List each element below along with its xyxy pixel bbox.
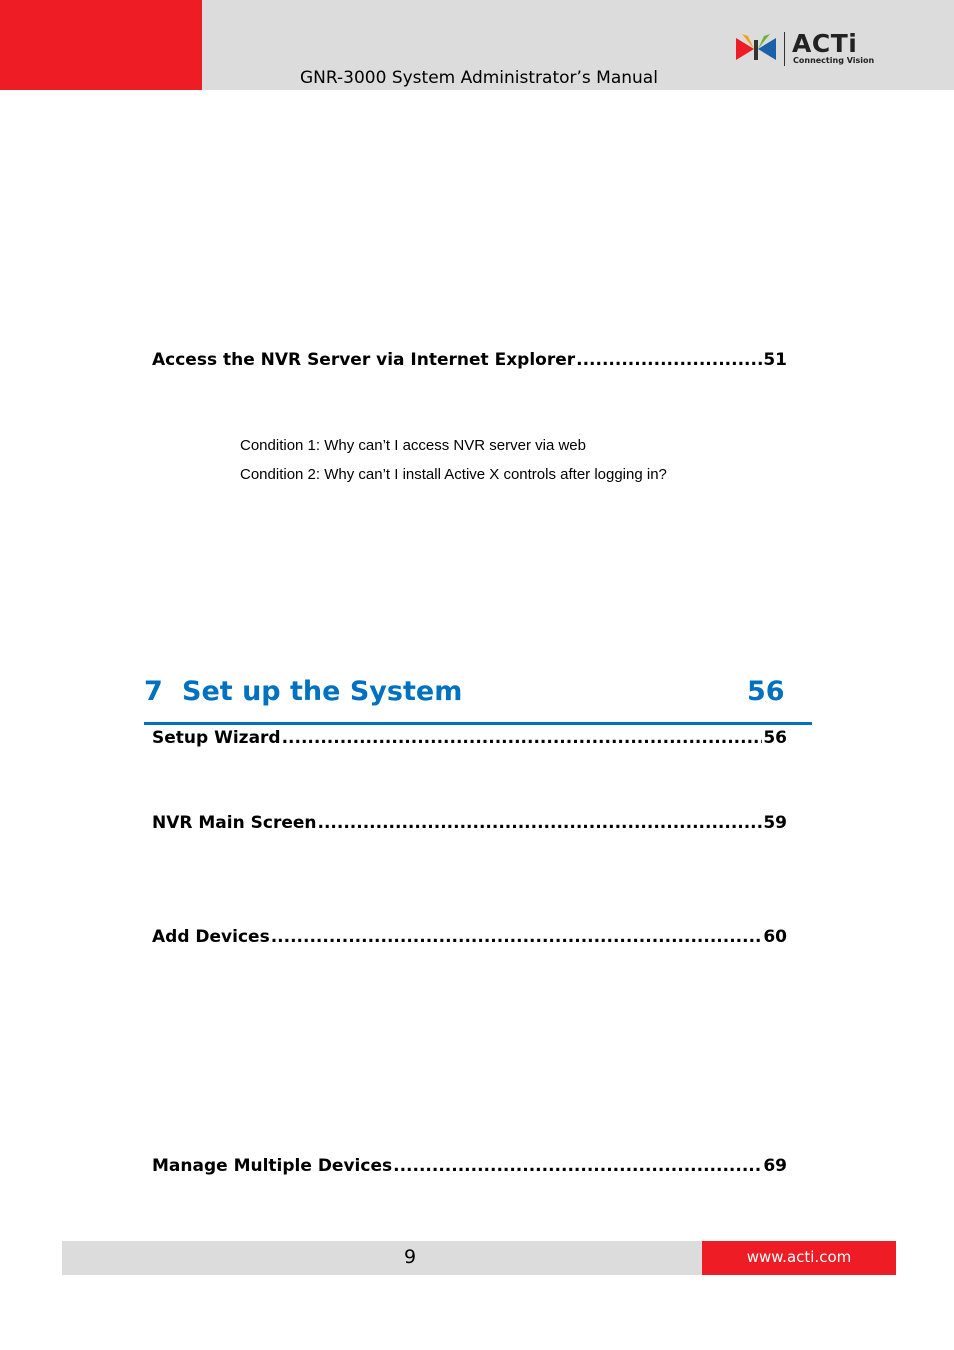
toc-condition-1[interactable]: Condition 1: Why can’t I access NVR server via web [240, 437, 586, 454]
toc-entry-page: 56 [763, 728, 787, 748]
toc-entry-label: Setup Wizard [152, 728, 281, 748]
page-number: 9 [403, 1246, 417, 1268]
toc-entry-page: 51 [763, 350, 787, 370]
logo-separator [784, 32, 785, 66]
toc-entry-page: 69 [763, 1156, 787, 1176]
toc-entry-label: Add Devices [152, 927, 270, 947]
toc-leader-dots [282, 728, 763, 748]
toc-entry-access-nvr[interactable] [152, 350, 787, 370]
chapter-page: 56 [747, 676, 785, 707]
chapter-title: Set up the System [182, 676, 463, 707]
header-red-block [0, 0, 202, 90]
toc-entry-page: 59 [763, 813, 787, 833]
acti-logo [734, 30, 874, 68]
toc-condition-2[interactable]: Condition 2: Why can’t I install Active X controls after logging in? [240, 466, 667, 483]
website-link[interactable]: www.acti.com [746, 1248, 852, 1266]
toc-entry-add-devices[interactable] [152, 927, 787, 947]
manual-title: GNR-3000 System Administrator’s Manual [300, 68, 658, 88]
toc-leader-dots [393, 1156, 762, 1176]
toc-entry-nvr-main-screen[interactable] [152, 813, 787, 833]
toc-leader-dots [576, 350, 762, 370]
toc-leader-dots [271, 927, 763, 947]
toc-entry-page: 60 [763, 927, 787, 947]
toc-entry-label: Access the NVR Server via Internet Explorer [152, 350, 576, 370]
chapter-number: 7 [144, 676, 163, 707]
toc-entry-label: Manage Multiple Devices [152, 1156, 393, 1176]
logo-wordmark: ACTi [792, 29, 858, 58]
logo-tagline: Connecting Vision [793, 56, 875, 65]
toc-entry-manage-multiple-devices[interactable] [152, 1156, 787, 1176]
chapter-heading[interactable] [144, 672, 812, 725]
toc-entry-label: NVR Main Screen [152, 813, 317, 833]
toc-leader-dots [318, 813, 763, 833]
acti-butterfly-icon [734, 32, 778, 66]
toc-entry-setup-wizard[interactable] [152, 728, 787, 748]
